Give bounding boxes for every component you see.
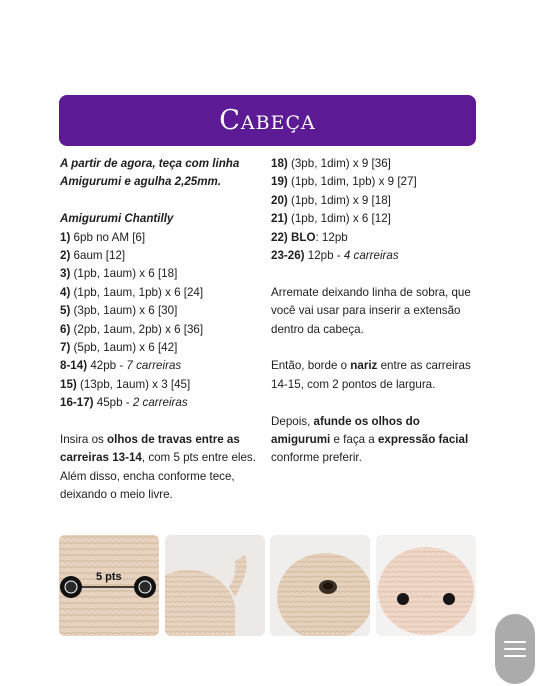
left-column bbox=[60, 155, 260, 505]
intro-line-2: Amigurumi e agulha 2,25mm. bbox=[60, 175, 222, 189]
menu-line-icon bbox=[504, 648, 526, 650]
eyes-instruction: Insira os olhos de travas entre as carreiras 13-14, com 5 pts entre eles. Além disso, encha conforme tece, deixando o meio livre. bbox=[60, 433, 256, 502]
photo-eye-spacing bbox=[59, 535, 159, 636]
row-item: 7) (5pb, 1aum) x 6 [42] bbox=[60, 341, 178, 355]
menu-line-icon bbox=[504, 655, 526, 657]
nose-instruction: Então, borde o nariz entre as carreiras 14-15, com 2 pontos de largura. bbox=[271, 359, 471, 391]
subheading: Amigurumi Chantilly bbox=[60, 212, 174, 226]
row-item: 21) (1pb, 1dim) x 6 [12] bbox=[271, 212, 391, 226]
row-item: 18) (3pb, 1dim) x 9 [36] bbox=[271, 157, 391, 170]
menu-line-icon bbox=[504, 641, 526, 643]
row-item: 2) 6aum [12] bbox=[60, 249, 126, 263]
row-item: 4) (1pb, 1aum, 1pb) x 6 [24] bbox=[60, 285, 204, 299]
row-item: 22) BLO: 12pb bbox=[271, 230, 348, 244]
row-item: 8-14) 42pb - 7 carreiras bbox=[60, 359, 182, 373]
photo-strip bbox=[59, 535, 476, 636]
finish-instruction: Arremate deixando linha de sobra, que você vai usar para inserir a extensão dentro da cabeça. bbox=[271, 285, 471, 336]
face-instruction: Depois, afunde os olhos do amigurumi e faça a expressão facial conforme preferir. bbox=[271, 414, 469, 465]
photo-finished-face bbox=[376, 535, 476, 636]
row-item: 6) (2pb, 1aum, 2pb) x 6 [36] bbox=[60, 322, 204, 336]
row-item: 19) (1pb, 1dim, 1pb) x 9 [27] bbox=[271, 175, 417, 189]
row-item: 3) (1pb, 1aum) x 6 [18] bbox=[60, 267, 178, 281]
intro-line-1: A partir de agora, teça com linha bbox=[60, 157, 240, 170]
row-item: 5) (3pb, 1aum) x 6 [30] bbox=[60, 304, 178, 318]
page-title: Cabeça bbox=[219, 105, 316, 136]
row-item: 16-17) 45pb - 2 carreiras bbox=[60, 396, 188, 410]
menu-fab-button[interactable] bbox=[495, 614, 535, 684]
row-item: 1) 6pb no AM [6] bbox=[60, 230, 146, 244]
row-item: 23-26) 12pb - 4 carreiras bbox=[271, 249, 399, 263]
title-banner bbox=[59, 95, 476, 146]
row-item: 15) (13pb, 1aum) x 3 [45] bbox=[60, 377, 191, 391]
photo-head-opening bbox=[270, 535, 370, 636]
five-pts-label: 5 pts bbox=[96, 571, 122, 583]
row-item: 20) (1pb, 1dim) x 9 [18] bbox=[271, 193, 391, 207]
photo-head-with-extension bbox=[165, 535, 265, 636]
right-column bbox=[271, 155, 476, 468]
